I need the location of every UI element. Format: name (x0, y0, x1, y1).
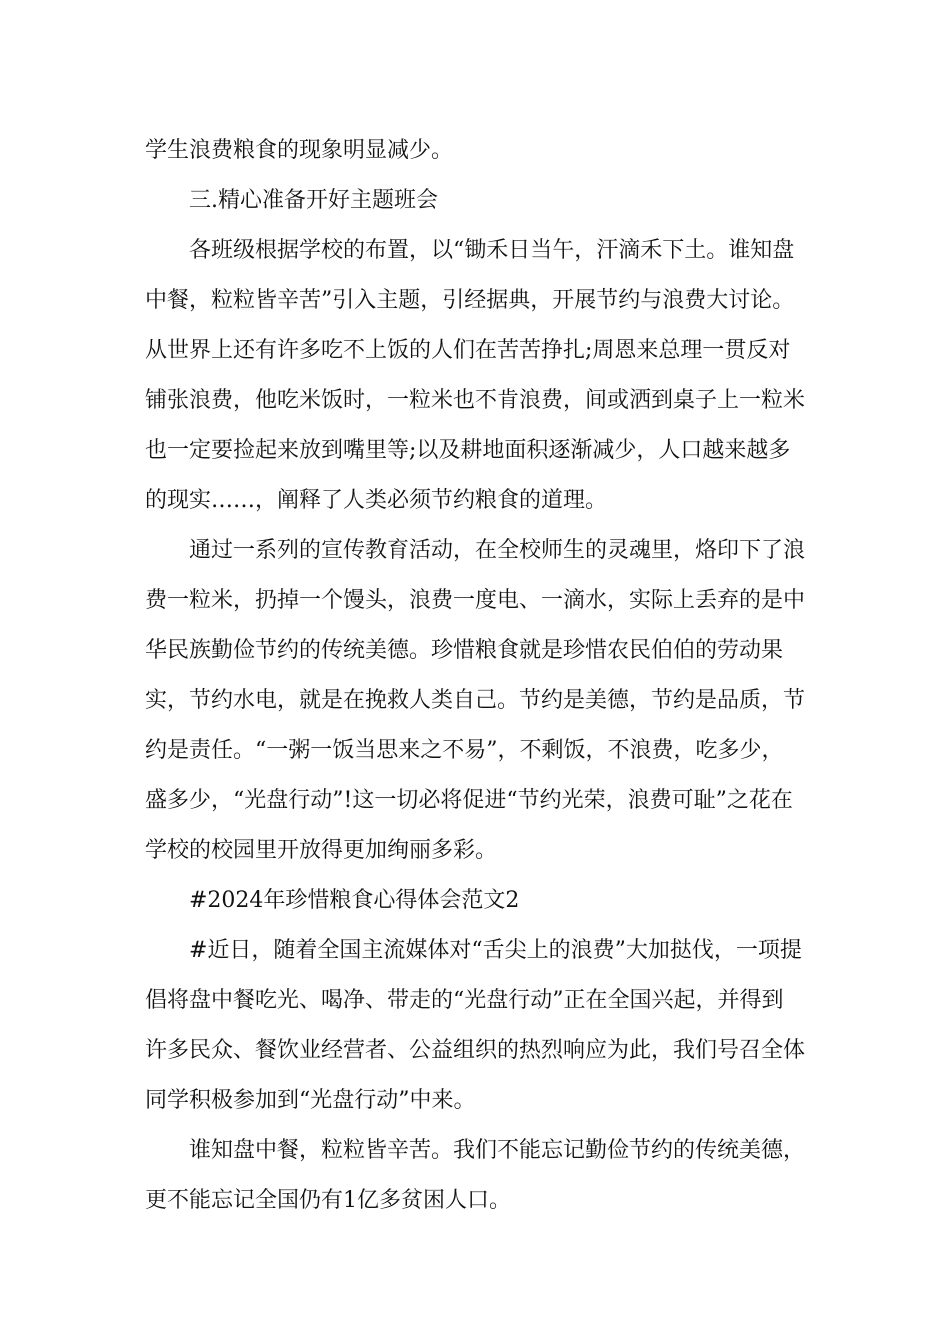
paragraph-1: 学生浪费粮食的现象明显减少。 (145, 138, 454, 163)
section-heading-3: 三.精心准备开好主题班会 (189, 188, 438, 213)
paragraph-class-meeting: 各班级根据学校的布置，以“锄禾日当午，汗滴禾下土。谁知盘中餐，粒粒皆辛苦”引入主题，引经据典，开展节约与浪费大讨论。从世界上还有许多吃不上饭的人们在苦苦挣扎;周恩来总理一贯反对铺张浪费，他吃米饭时，一粒米也不肯浪费，间或洒到桌子上一粒米也一定要捡起来放到嘴里等;以及耕地面积逐渐减少，人口越来越多的现实……，阐释了人类必须节约粮食的道理。 (145, 238, 806, 513)
document-body (145, 126, 805, 1226)
paragraph-clean-plate: #近日，随着全国主流媒体对“舌尖上的浪费”大加挞伐，一项提倡将盘中餐吃光、喝净、带走的“光盘行动”正在全国兴起，并得到许多民众、餐饮业经营者、公益组织的热烈响应为此，我们号召全体同学积极参加到“光盘行动”中来。 (145, 938, 806, 1113)
essay-title-2: #2024年珍惜粮食心得体会范文2 (189, 888, 520, 913)
paragraph-education-activities: 通过一系列的宣传教育活动，在全校师生的灵魂里，烙印下了浪费一粒米，扔掉一个馒头，浪费一度电、一滴水，实际上丢弃的是中华民族勤俭节约的传统美德。珍惜粮食就是珍惜农民伯伯的劳动果实，节约水电，就是在挽救人类自己。节约是美德，节约是品质，节约是责任。“一粥一饭当思来之不易”，不剩饭，不浪费，吃多少，盛多少，“光盘行动”!这一切必将促进“节约光荣，浪费可耻”之花在学校的校园里开放得更加绚丽多彩。 (145, 538, 806, 863)
paragraph-poverty: 谁知盘中餐，粒粒皆辛苦。我们不能忘记勤俭节约的传统美德，更不能忘记全国仍有1亿多贫困人口。 (145, 1138, 806, 1213)
